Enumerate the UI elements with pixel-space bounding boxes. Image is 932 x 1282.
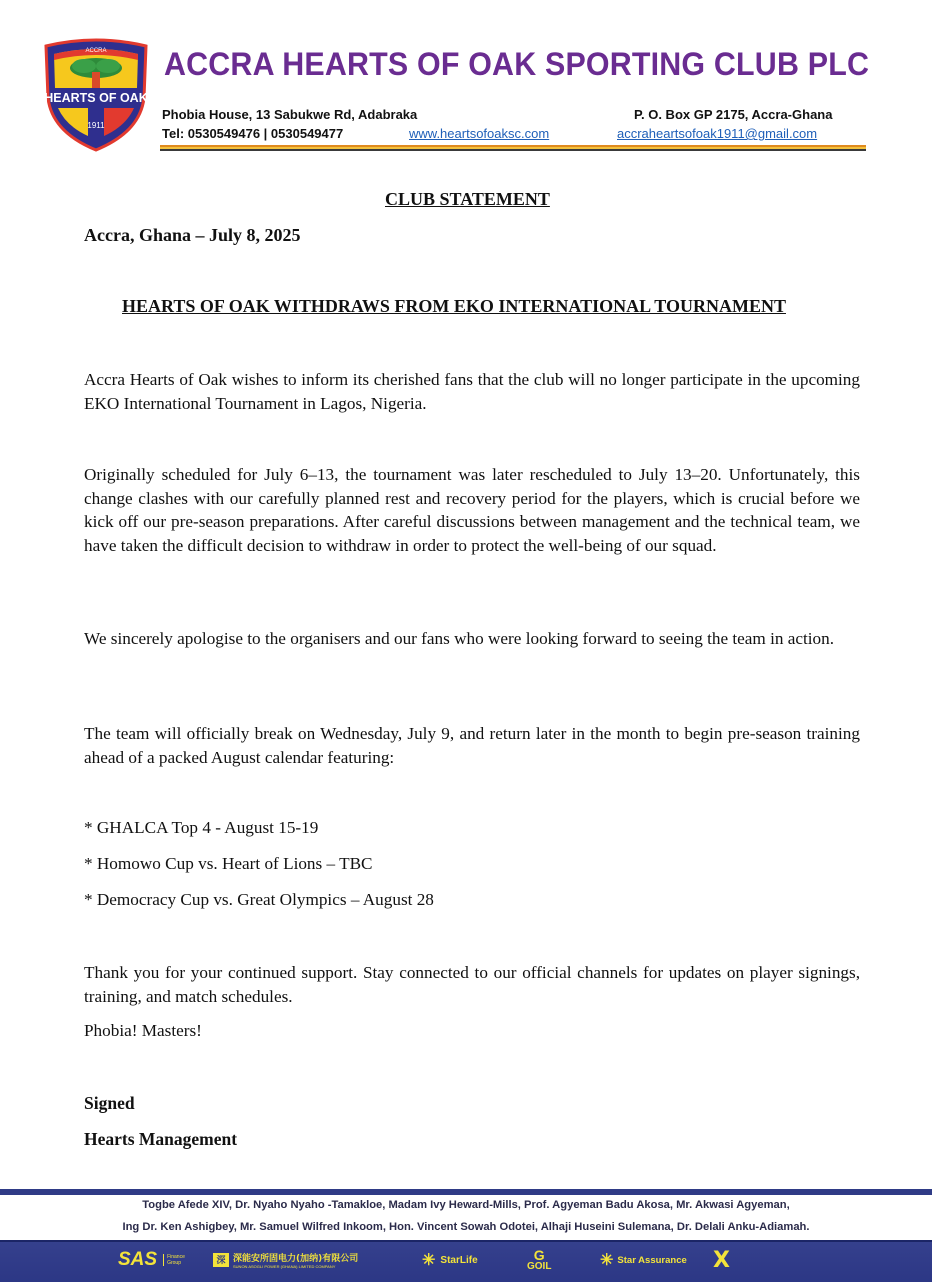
dateline: Accra, Ghana – July 8, 2025 [84,225,301,245]
paragraph-reason: Originally scheduled for July 6–13, the tournament was later rescheduled to July 13–20. Unfortunately, this change clashes with our carefully planned rest and recovery period for the players, which is crucial before we kick off our pre-season preparations. After careful discussions between management and the technical team, we have taken the difficult decision to withdraw in order to protect the well-being of our squad. [84,465,860,555]
crest-top-text: ACCRA [85,48,107,54]
sponsor-x [713,1240,730,1280]
sponsor-sas [118,1240,187,1280]
sponsor-sunon-name: 深能安所固电力(加纳)有限公司 [233,1254,359,1264]
fixture-item: * GHALCA Top 4 - August 15-19 [84,818,319,837]
sunon-logo-icon: 深 [213,1253,229,1267]
directors-line-2: Ing Dr. Ken Ashigbey, Mr. Samuel Wilfred Inkoom, Hon. Vincent Sowah Odotei, Alhaji Huseini Sulemana, Dr. Delali Anku-Adiamah. [122,1221,810,1233]
sponsor-goil [527,1240,551,1280]
organization-name: ACCRA HEARTS OF OAK SPORTING CLUB PLC [164,46,870,82]
po-box: P. O. Box GP 2175, Accra-Ghana [634,107,833,122]
paragraph-schedule: The team will officially break on Wednesday, July 9, and return later in the month to begin pre-season training ahead of a packed August calendar featuring: [84,724,860,767]
letterhead-rule-dark [160,149,866,151]
sponsor-star-assurance [600,1240,687,1280]
star-icon: ✳ [600,1252,614,1269]
website-link[interactable]: www.heartsofoaksc.com [409,126,550,141]
sponsor-starlife [422,1240,478,1280]
signed-label: Signed [84,1093,135,1113]
sponsor-star-assurance-name: Star Assurance [617,1254,687,1266]
paragraph-announcement: Accra Hearts of Oak wishes to inform its cherished fans that the club will no longer participate in the upcoming EKO International Tournament in Lagos, Nigeria. [84,370,860,413]
address: Phobia House, 13 Sabukwe Rd, Adabraka [162,107,418,122]
crest-name-text: HEARTS OF OAK [44,91,148,105]
club-crest-logo [40,36,152,152]
sponsor-starlife-name: StarLife [440,1254,478,1266]
paragraph-apology: We sincerely apologise to the organisers and our fans who were looking forward to seeing the team in action. [84,629,835,648]
headline: HEARTS OF OAK WITHDRAWS FROM EKO INTERNATIONAL TOURNAMENT [122,296,786,316]
signer-name: Hearts Management [84,1129,238,1149]
sponsor-goil-name: GOIL [527,1260,552,1272]
sponsor-sas-sub: Finance Group [163,1254,187,1266]
phone-numbers: Tel: 0530549476 | 0530549477 [162,126,344,141]
goil-g-icon: G [533,1246,545,1263]
crest-year-text: 1911 [87,121,105,130]
sponsor-sunon [213,1240,358,1280]
sponsor-sunon-sub: SUNON ASOGLI POWER (GHANA) LIMITED COMPANY [233,1264,336,1269]
email-link[interactable]: accraheartsofoak1911@gmail.com [617,126,818,141]
sponsor-x-name: X [713,1247,730,1273]
club-slogan: Phobia! Masters! [84,1021,202,1040]
star-icon: ✳ [422,1252,436,1269]
sponsor-sas-name: SAS [118,1249,158,1270]
fixture-item: * Homowo Cup vs. Heart of Lions – TBC [84,854,373,873]
directors-line-1: Togbe Afede XIV, Dr. Nyaho Nyaho -Tamakloe, Madam Ivy Heward-Mills, Prof. Agyeman Badu Akosa, Mr. Akwasi Agyeman, [142,1199,790,1211]
footer-top-band [0,1189,932,1195]
paragraph-closing: Thank you for your continued support. Stay connected to our official channels for updates on player signings, training, and match schedules. [84,963,860,1006]
fixture-item: * Democracy Cup vs. Great Olympics – August 28 [84,890,434,909]
document-label: CLUB STATEMENT [385,189,550,209]
